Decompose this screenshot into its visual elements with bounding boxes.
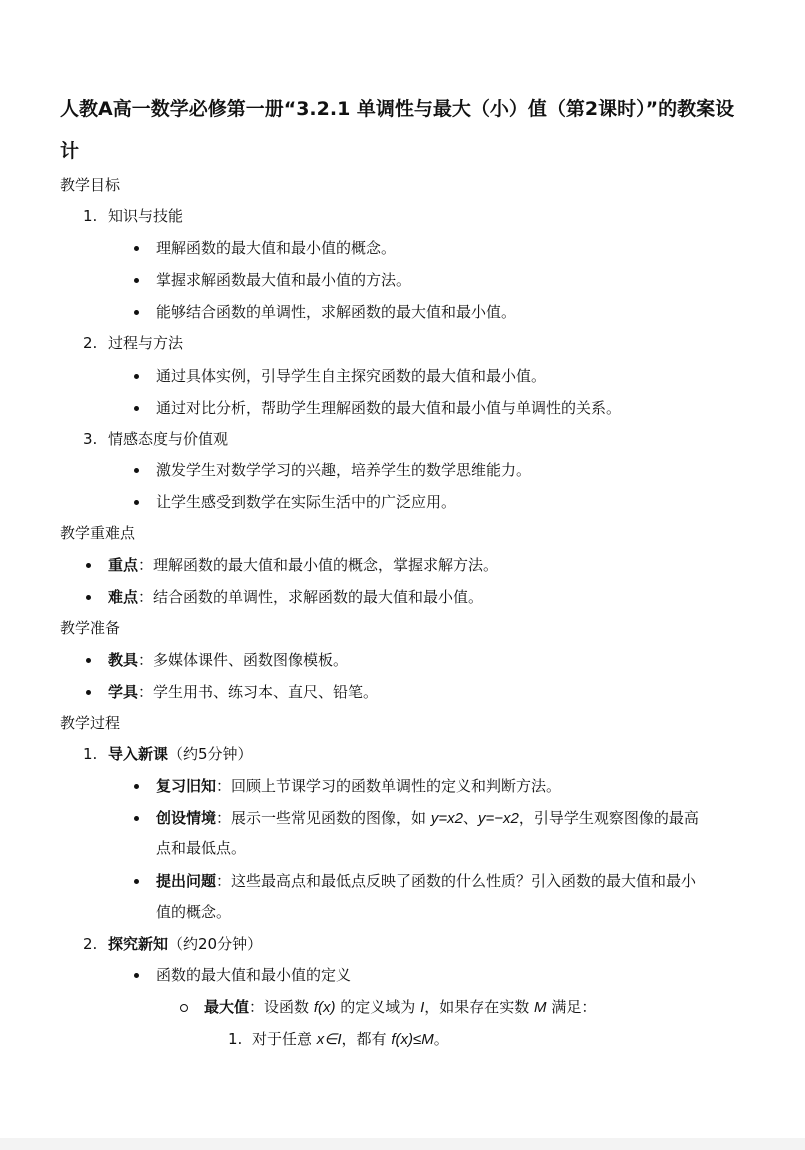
separator: 、 bbox=[462, 809, 478, 827]
item-text: ，引导学生观察图像的最高 bbox=[518, 809, 699, 827]
list-number: 1. bbox=[83, 745, 98, 763]
list-item bbox=[156, 775, 561, 797]
bullet-icon bbox=[134, 879, 139, 884]
list-item: 通过具体实例，引导学生自主探究函数的最大值和最小值。 bbox=[156, 367, 547, 385]
list-item: 激发学生对数学学习的兴趣，培养学生的数学思维能力。 bbox=[156, 461, 532, 479]
item-text: ：学生用书、练习本、直尺、铅笔。 bbox=[138, 683, 379, 701]
item-label: 难点 bbox=[108, 588, 139, 606]
list-item: 掌握求解函数最大值和最小值的方法。 bbox=[156, 271, 412, 289]
math-expression: I bbox=[420, 999, 425, 1016]
step-label: 探究新知 bbox=[108, 935, 169, 953]
list-item: 函数的最大值和最小值的定义 bbox=[156, 966, 352, 984]
list-item bbox=[108, 649, 348, 671]
bullet-icon bbox=[86, 658, 91, 663]
item-text: ：这些最高点和最低点反映了函数的什么性质？引入函数的最大值和最小 bbox=[216, 872, 697, 890]
item-label: 创设情境 bbox=[156, 809, 217, 827]
list-number: 1. bbox=[228, 1030, 243, 1048]
item-text: ，如果存在实数 bbox=[424, 998, 530, 1016]
bullet-icon bbox=[134, 973, 139, 978]
list-item bbox=[108, 554, 498, 576]
item-label: 提出问题 bbox=[156, 872, 217, 890]
list-item bbox=[156, 870, 696, 892]
objective-label: 过程与方法 bbox=[108, 334, 184, 352]
bullet-icon bbox=[134, 246, 139, 251]
math-expression: f(x)≤M bbox=[391, 1031, 434, 1048]
section-heading-objectives: 教学目标 bbox=[60, 176, 121, 194]
objective-label: 情感态度与价值观 bbox=[108, 430, 229, 448]
item-text: ：多媒体课件、函数图像模板。 bbox=[138, 651, 349, 669]
item-label: 复习旧知 bbox=[156, 777, 217, 795]
bullet-icon bbox=[134, 406, 139, 411]
list-item: 能够结合函数的单调性，求解函数的最大值和最小值。 bbox=[156, 303, 517, 321]
item-label: 最大值 bbox=[204, 998, 250, 1016]
objective-label: 知识与技能 bbox=[108, 207, 184, 225]
math-expression: x∈I bbox=[316, 1031, 342, 1048]
list-number: 2. bbox=[83, 334, 98, 352]
bullet-icon bbox=[134, 500, 139, 505]
list-number: 2. bbox=[83, 935, 98, 953]
math-expression: M bbox=[534, 999, 547, 1016]
document-title: 人教A高一数学必修第一册“3.2.1 单调性与最大（小）值（第2课时）”的教案设计 bbox=[60, 98, 735, 162]
bullet-icon bbox=[86, 690, 91, 695]
item-label: 教具 bbox=[108, 651, 139, 669]
list-item-continuation: 值的概念。 bbox=[156, 903, 232, 921]
condition-item bbox=[252, 1028, 449, 1051]
bullet-icon bbox=[86, 563, 91, 568]
item-text: 。 bbox=[433, 1030, 449, 1048]
bullet-icon bbox=[134, 816, 139, 821]
item-text: ：设函数 bbox=[249, 998, 310, 1016]
math-expression: y=−x2 bbox=[477, 810, 519, 827]
step-label: 导入新课 bbox=[108, 745, 169, 763]
bullet-icon bbox=[134, 784, 139, 789]
sub-list-item bbox=[204, 996, 596, 1019]
item-text: ：回顾上节课学习的函数单调性的定义和判断方法。 bbox=[216, 777, 562, 795]
bullet-icon bbox=[134, 310, 139, 315]
item-text: ：理解函数的最大值和最小值的概念，掌握求解方法。 bbox=[138, 556, 499, 574]
item-text: 满足： bbox=[551, 998, 597, 1016]
bullet-icon bbox=[86, 595, 91, 600]
list-item bbox=[108, 586, 483, 608]
item-text: 的定义域为 bbox=[340, 998, 416, 1016]
section-heading-process: 教学过程 bbox=[60, 714, 121, 732]
math-expression: f(x) bbox=[313, 999, 336, 1016]
bullet-icon bbox=[134, 374, 139, 379]
list-item: 通过对比分析，帮助学生理解函数的最大值和最小值与单调性的关系。 bbox=[156, 399, 622, 417]
step-title bbox=[108, 933, 262, 955]
item-text: ：展示一些常见函数的图像，如 bbox=[216, 809, 427, 827]
list-item: 让学生感受到数学在实际生活中的广泛应用。 bbox=[156, 493, 457, 511]
step-title bbox=[108, 743, 253, 765]
sub-bullet-icon bbox=[180, 1004, 188, 1012]
math-expression: y=x2 bbox=[430, 810, 463, 827]
bullet-icon bbox=[134, 278, 139, 283]
item-text: ，都有 bbox=[341, 1030, 387, 1048]
item-label: 重点 bbox=[108, 556, 139, 574]
section-heading-prep: 教学准备 bbox=[60, 619, 121, 637]
section-heading-keypoints: 教学重难点 bbox=[60, 524, 136, 542]
item-label: 学具 bbox=[108, 683, 139, 701]
list-item: 理解函数的最大值和最小值的概念。 bbox=[156, 239, 397, 257]
bullet-icon bbox=[134, 468, 139, 473]
item-text: 对于任意 bbox=[252, 1030, 313, 1048]
step-note: （约5分钟） bbox=[168, 745, 253, 763]
item-text: ：结合函数的单调性，求解函数的最大值和最小值。 bbox=[138, 588, 484, 606]
list-item bbox=[156, 807, 699, 830]
list-number: 3. bbox=[83, 430, 98, 448]
step-note: （约20分钟） bbox=[168, 935, 263, 953]
list-item-continuation: 点和最低点。 bbox=[156, 839, 247, 857]
list-item bbox=[108, 681, 378, 703]
list-number: 1. bbox=[83, 207, 98, 225]
